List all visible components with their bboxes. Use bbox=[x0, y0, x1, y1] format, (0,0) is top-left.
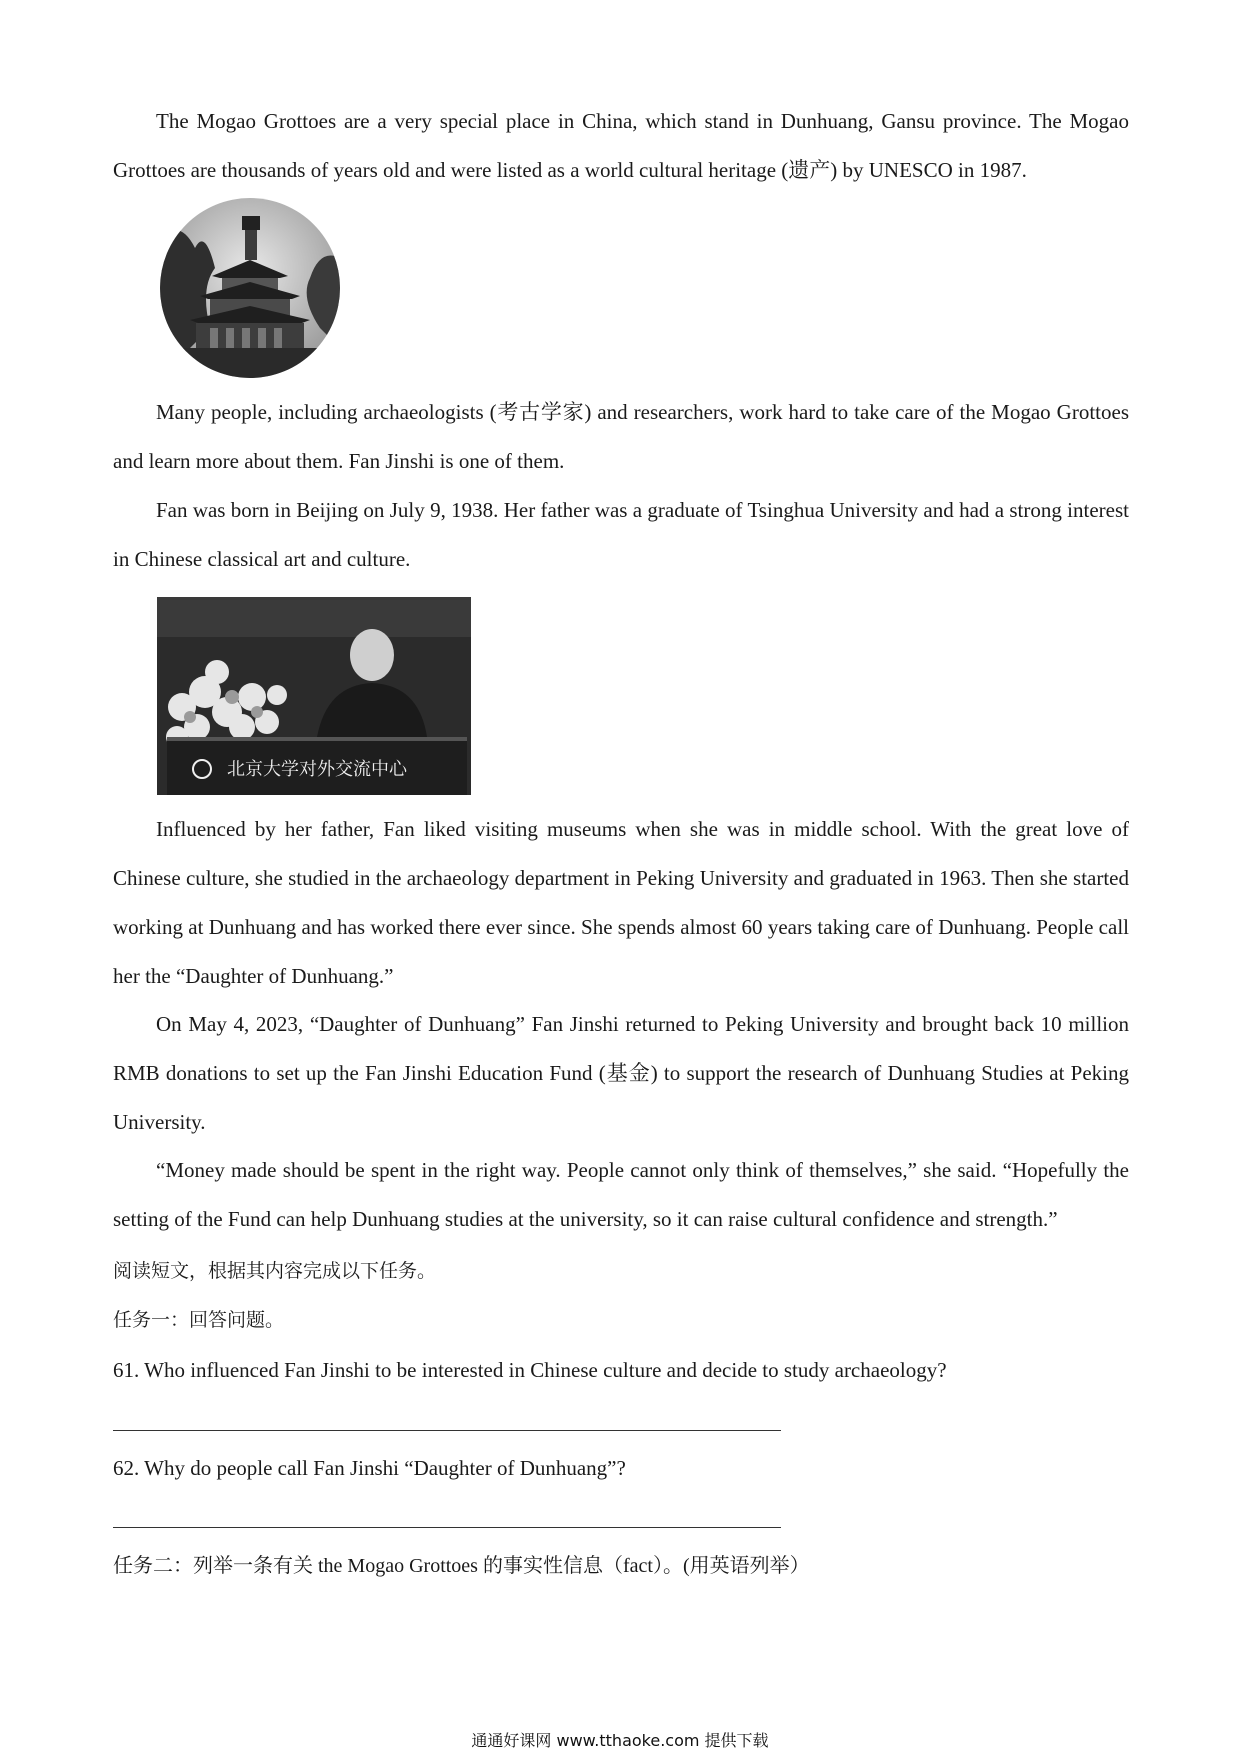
paragraph-quote: “Money made should be spent in the right way. People cannot only think of themselves,” she said. “Hopefully the setting of the Fund can help Dunhuang studies at the university, so it can raise cultural confidence and strength.” bbox=[113, 1158, 1129, 1231]
task-one-heading: 任务一：回答问题。 bbox=[113, 1309, 285, 1331]
paragraph-donation: On May 4, 2023, “Daughter of Dunhuang” Fan Jinshi returned to Peking University and brought back 10 million RMB donations to set up the Fan Jinshi Education Fund (基金) to support the research of Dunhuang Studies at Peking University. bbox=[113, 1012, 1129, 1134]
question-61: 61. Who influenced Fan Jinshi to be interested in Chinese culture and decide to study archaeology? bbox=[113, 1358, 947, 1382]
answer-line-61[interactable] bbox=[113, 1430, 781, 1431]
paragraph-archaeologists: Many people, including archaeologists (考古学家) and researchers, work hard to take care of the Mogao Grottoes and learn more about them. Fan Jinshi is one of them. bbox=[113, 400, 1129, 473]
paragraph-fan-birth: Fan was born in Beijing on July 9, 1938. Her father was a graduate of Tsinghua University and had a strong interest in Chinese classical art and culture. bbox=[113, 498, 1129, 571]
page-footer: 通通好课网 www.tthaoke.com 提供下载 bbox=[471, 1731, 769, 1750]
reading-instruction: 阅读短文，根据其内容完成以下任务。 bbox=[113, 1260, 437, 1282]
question-62: 62. Why do people call Fan Jinshi “Daughter of Dunhuang”? bbox=[113, 1456, 626, 1480]
paragraph-influenced: Influenced by her father, Fan liked visiting museums when she was in middle school. With the great love of Chinese culture, she studied in the archaeology department in Peking University and graduated in 1963. Then she started working at Dunhuang and has worked there ever since. She spends almost 60 years taking care of Dunhuang. People call her the “Daughter of Dunhuang.” bbox=[113, 817, 1129, 988]
paragraph-mogao-intro: The Mogao Grottoes are a very special place in China, which stand in Dunhuang, Gansu province. The Mogao Grottoes are thousands of years old and were listed as a world cultural heritage (遗产) by UNESCO in 1987. bbox=[113, 109, 1129, 182]
podium-sign-text: 北京大学对外交流中心 bbox=[227, 759, 407, 780]
mogao-pavilion-photo bbox=[160, 198, 340, 378]
fan-jinshi-speech-photo bbox=[157, 597, 471, 795]
answer-line-62[interactable] bbox=[113, 1527, 781, 1528]
task-two-heading: 任务二：列举一条有关 the Mogao Grottoes 的事实性信息（fact）。(用英语列举） bbox=[113, 1555, 810, 1577]
